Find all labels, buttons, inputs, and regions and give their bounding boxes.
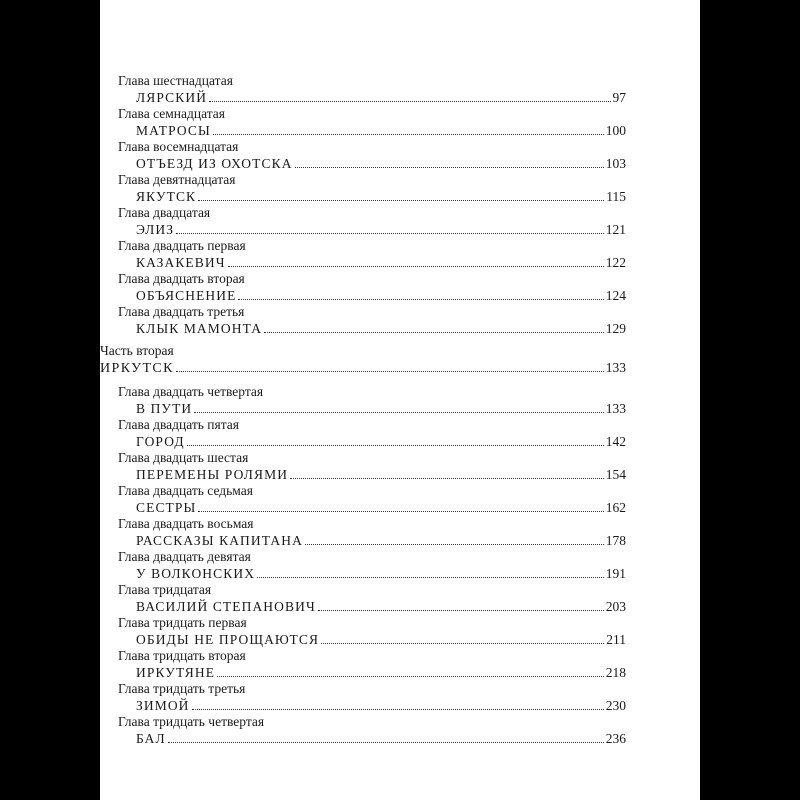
chapter-title: РАССКАЗЫ КАПИТАНА <box>136 533 303 548</box>
chapter-label: Глава девятнадцатая <box>118 172 236 187</box>
chapter-title: ГОРОД <box>136 434 185 449</box>
chapter-page-number: 122 <box>605 255 626 270</box>
dot-leader <box>209 100 610 102</box>
dot-leader <box>213 133 604 135</box>
chapter-entry <box>100 238 626 271</box>
chapter-page-number: 100 <box>605 123 626 138</box>
chapter-label: Глава двадцать третья <box>118 304 245 319</box>
chapter-entry <box>100 73 626 106</box>
chapter-title: У ВОЛКОНСКИХ <box>136 566 256 581</box>
chapter-title: БАЛ <box>136 731 166 746</box>
chapter-entry <box>100 139 626 172</box>
chapter-title-line <box>100 466 626 483</box>
chapter-label: Глава двадцать девятая <box>118 549 251 564</box>
chapter-entry <box>100 304 626 337</box>
chapter-title: ОБИДЫ НЕ ПРОЩАЮТСЯ <box>136 632 320 647</box>
dot-leader <box>264 331 604 333</box>
dot-leader <box>318 609 604 611</box>
part-entry <box>100 343 626 376</box>
dot-leader <box>168 741 604 743</box>
chapter-title-line <box>100 697 626 714</box>
chapter-label: Глава тридцать первая <box>118 615 247 630</box>
chapter-title-line <box>100 122 626 139</box>
chapter-entry <box>100 615 626 648</box>
dot-leader <box>198 199 604 201</box>
chapter-page-number: 129 <box>605 321 626 336</box>
part-label: Часть вторая <box>100 343 174 358</box>
chapter-title: ЗИМОЙ <box>136 698 190 713</box>
dot-leader <box>290 477 604 479</box>
chapter-title-line <box>100 155 626 172</box>
chapter-page-number: 154 <box>605 467 626 482</box>
chapter-title: МАТРОСЫ <box>136 123 211 138</box>
chapter-page-number: 103 <box>605 156 626 171</box>
chapter-label: Глава двадцать восьмая <box>118 516 254 531</box>
chapter-title-line <box>100 664 626 681</box>
chapter-entry <box>100 681 626 714</box>
chapter-page-number: 230 <box>605 698 626 713</box>
chapter-entry <box>100 549 626 582</box>
chapter-entry <box>100 106 626 139</box>
chapter-entry <box>100 648 626 681</box>
chapter-title: ИРКУТЯНЕ <box>136 665 216 680</box>
chapter-title: КАЗАКЕВИЧ <box>136 255 226 270</box>
chapter-title-line <box>100 565 626 582</box>
chapter-title-line <box>100 631 626 648</box>
chapter-label: Глава двадцать шестая <box>118 450 249 465</box>
chapter-label: Глава тридцатая <box>118 582 212 597</box>
chapter-page-number: 191 <box>605 566 626 581</box>
chapter-label: Глава двадцать первая <box>118 238 246 253</box>
dot-leader <box>176 370 604 372</box>
chapter-page-number: 162 <box>605 500 626 515</box>
dot-leader <box>257 576 604 578</box>
chapter-title: ПЕРЕМЕНЫ РОЛЯМИ <box>136 467 289 482</box>
chapter-entry <box>100 271 626 304</box>
chapter-label: Глава тридцать третья <box>118 681 246 696</box>
chapter-label: Глава тридцать четвертая <box>118 714 265 729</box>
chapter-title-line <box>100 433 626 450</box>
chapter-label: Глава семнадцатая <box>118 106 225 121</box>
chapter-page-number: 115 <box>606 189 626 204</box>
chapter-page-number: 203 <box>605 599 626 614</box>
dot-leader <box>305 543 604 545</box>
chapter-entry <box>100 714 626 747</box>
chapter-title-line <box>100 532 626 549</box>
dot-leader <box>192 708 604 710</box>
chapter-label: Глава двадцать пятая <box>118 417 240 432</box>
chapter-entry <box>100 516 626 549</box>
chapter-page-number: 97 <box>612 90 626 105</box>
chapter-label: Глава двадцать вторая <box>118 271 245 286</box>
dot-leader <box>295 166 604 168</box>
left-black-border <box>0 0 100 800</box>
dot-leader <box>217 675 604 677</box>
chapter-page-number: 178 <box>605 533 626 548</box>
dot-leader <box>198 510 603 512</box>
chapter-title: ЯКУТСК <box>136 189 197 204</box>
chapter-page-number: 236 <box>605 731 626 746</box>
dot-leader <box>194 411 603 413</box>
chapter-title-line <box>100 254 626 271</box>
chapter-label: Глава двадцать седьмая <box>118 483 253 498</box>
chapter-title-line <box>100 89 626 106</box>
part2-chapter-list <box>100 384 626 747</box>
chapter-page-number: 121 <box>605 222 626 237</box>
chapter-label: Глава шестнадцатая <box>118 73 233 88</box>
part1-chapter-list <box>100 73 626 337</box>
chapter-title-line <box>100 499 626 516</box>
chapter-title-line <box>100 598 626 615</box>
chapter-title: ВАСИЛИЙ СТЕПАНОВИЧ <box>136 599 316 614</box>
chapter-title-line <box>100 400 626 417</box>
table-of-contents <box>100 73 626 747</box>
chapter-title: ОБЪЯСНЕНИЕ <box>136 288 237 303</box>
chapter-label: Глава двадцатая <box>118 205 211 220</box>
dot-leader <box>176 232 604 234</box>
part-page-number: 133 <box>605 360 626 375</box>
chapter-label: Глава тридцать вторая <box>118 648 246 663</box>
chapter-page-number: 124 <box>605 288 626 303</box>
dot-leader <box>228 265 604 267</box>
dot-leader <box>321 642 604 644</box>
chapter-label: Глава восемнадцатая <box>118 139 239 154</box>
chapter-title: КЛЫК МАМОНТА <box>136 321 263 336</box>
chapter-title: ОТЪЕЗД ИЗ ОХОТСКА <box>136 156 293 171</box>
chapter-title-line <box>100 188 626 205</box>
chapter-entry <box>100 417 626 450</box>
chapter-entry <box>100 172 626 205</box>
chapter-entry <box>100 450 626 483</box>
chapter-title-line <box>100 320 626 337</box>
chapter-title: В ПУТИ <box>136 401 193 416</box>
chapter-page-number: 211 <box>606 632 626 647</box>
right-black-border <box>700 0 800 800</box>
chapter-title-line <box>100 221 626 238</box>
chapter-entry <box>100 582 626 615</box>
chapter-entry <box>100 205 626 238</box>
chapter-page-number: 218 <box>605 665 626 680</box>
chapter-entry <box>100 483 626 516</box>
dot-leader <box>187 444 604 446</box>
dot-leader <box>238 298 603 300</box>
part-title: ИРКУТСК <box>100 361 174 376</box>
chapter-label: Глава двадцать четвертая <box>118 384 264 399</box>
chapter-title: ЭЛИЗ <box>136 222 175 237</box>
chapter-title: СЕСТРЫ <box>136 500 197 515</box>
chapter-entry <box>100 384 626 417</box>
chapter-title-line <box>100 287 626 304</box>
chapter-page-number: 133 <box>605 401 626 416</box>
chapter-title-line <box>100 730 626 747</box>
part-title-line <box>100 359 626 376</box>
chapter-title: ЛЯРСКИЙ <box>136 90 208 105</box>
chapter-page-number: 142 <box>605 434 626 449</box>
